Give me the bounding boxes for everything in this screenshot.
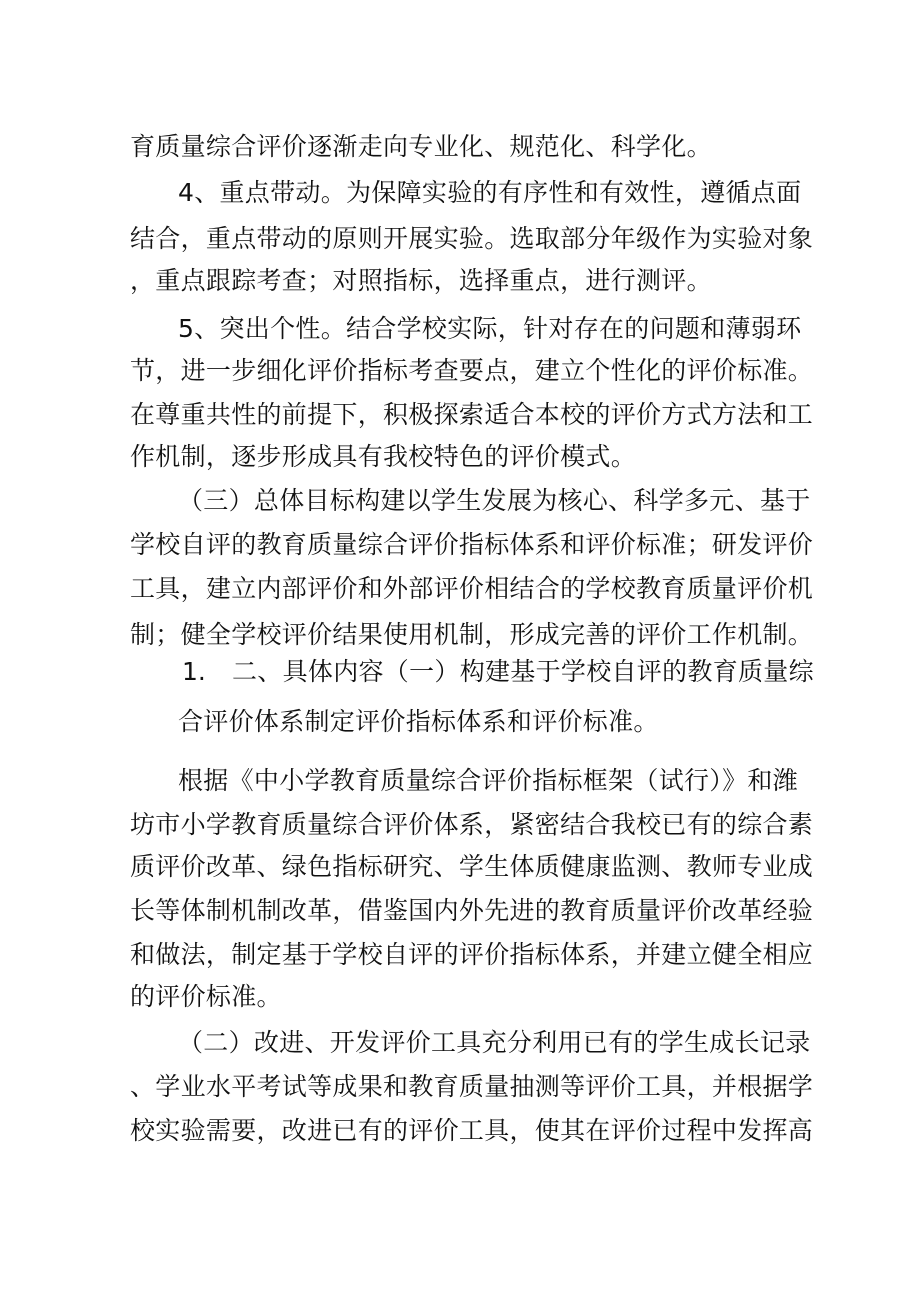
text-line: 和做法，制定基于学校自评的评价指标体系，并建立健全相应 (130, 940, 814, 969)
text-line: （二）改进、开发评价工具充分利用已有的学生成长记录 (178, 1028, 811, 1057)
section-heading-continuation: 合评价体系制定评价指标体系和评价标准。 (178, 707, 659, 736)
text-line: 作机制，逐步形成具有我校特色的评价模式。 (130, 442, 637, 471)
text-line: 学校自评的教育质量综合评价指标体系和评价标准；研发评价 (130, 530, 814, 559)
text-line: 工具，建立内部评价和外部评价相结合的学校教育质量评价机 (130, 574, 814, 603)
text-line: （三）总体目标构建以学生发展为核心、科学多元、基于 (178, 486, 811, 515)
text-line: 5、突出个性。结合学校实际，针对存在的问题和薄弱环 (178, 314, 802, 343)
list-number: 1. (182, 657, 206, 686)
text-line: 4、重点带动。为保障实验的有序性和有效性，遵循点面 (178, 178, 802, 207)
text-line: 制；健全学校评价结果使用机制，形成完善的评价工作机制。 (130, 620, 814, 649)
text-line: 育质量综合评价逐渐走向专业化、规范化、科学化。 (130, 132, 712, 161)
text-line: 结合，重点带动的原则开展实验。选取部分年级作为实验对象 (130, 224, 814, 253)
text-line: 节，进一步细化评价指标考查要点，建立个性化的评价标准。 (130, 356, 814, 385)
text-line: 的评价标准。 (130, 982, 282, 1011)
text-line: 校实验需要，改进已有的评价工具，使其在评价过程中发挥高 (130, 1116, 814, 1145)
text-line: 质评价改革、绿色指标研究、学生体质健康监测、教师专业成 (130, 852, 814, 881)
text-line: 长等体制机制改革，借鉴国内外先进的教育质量评价改革经验 (130, 896, 814, 925)
text-line: 根据《中小学教育质量综合评价指标框架（试行）》和潍 (178, 766, 799, 795)
text-line: ，重点跟踪考查；对照指标，选择重点，进行测评。 (130, 266, 712, 295)
section-heading: 二、具体内容（一）构建基于学校自评的教育质量综 (232, 657, 814, 686)
text-line: 、学业水平考试等成果和教育质量抽测等评价工具，并根据学 (130, 1072, 814, 1101)
text-line: 坊市小学教育质量综合评价体系，紧密结合我校已有的综合素 (130, 810, 814, 839)
text-line: 在尊重共性的前提下，积极探索适合本校的评价方式方法和工 (130, 400, 814, 429)
